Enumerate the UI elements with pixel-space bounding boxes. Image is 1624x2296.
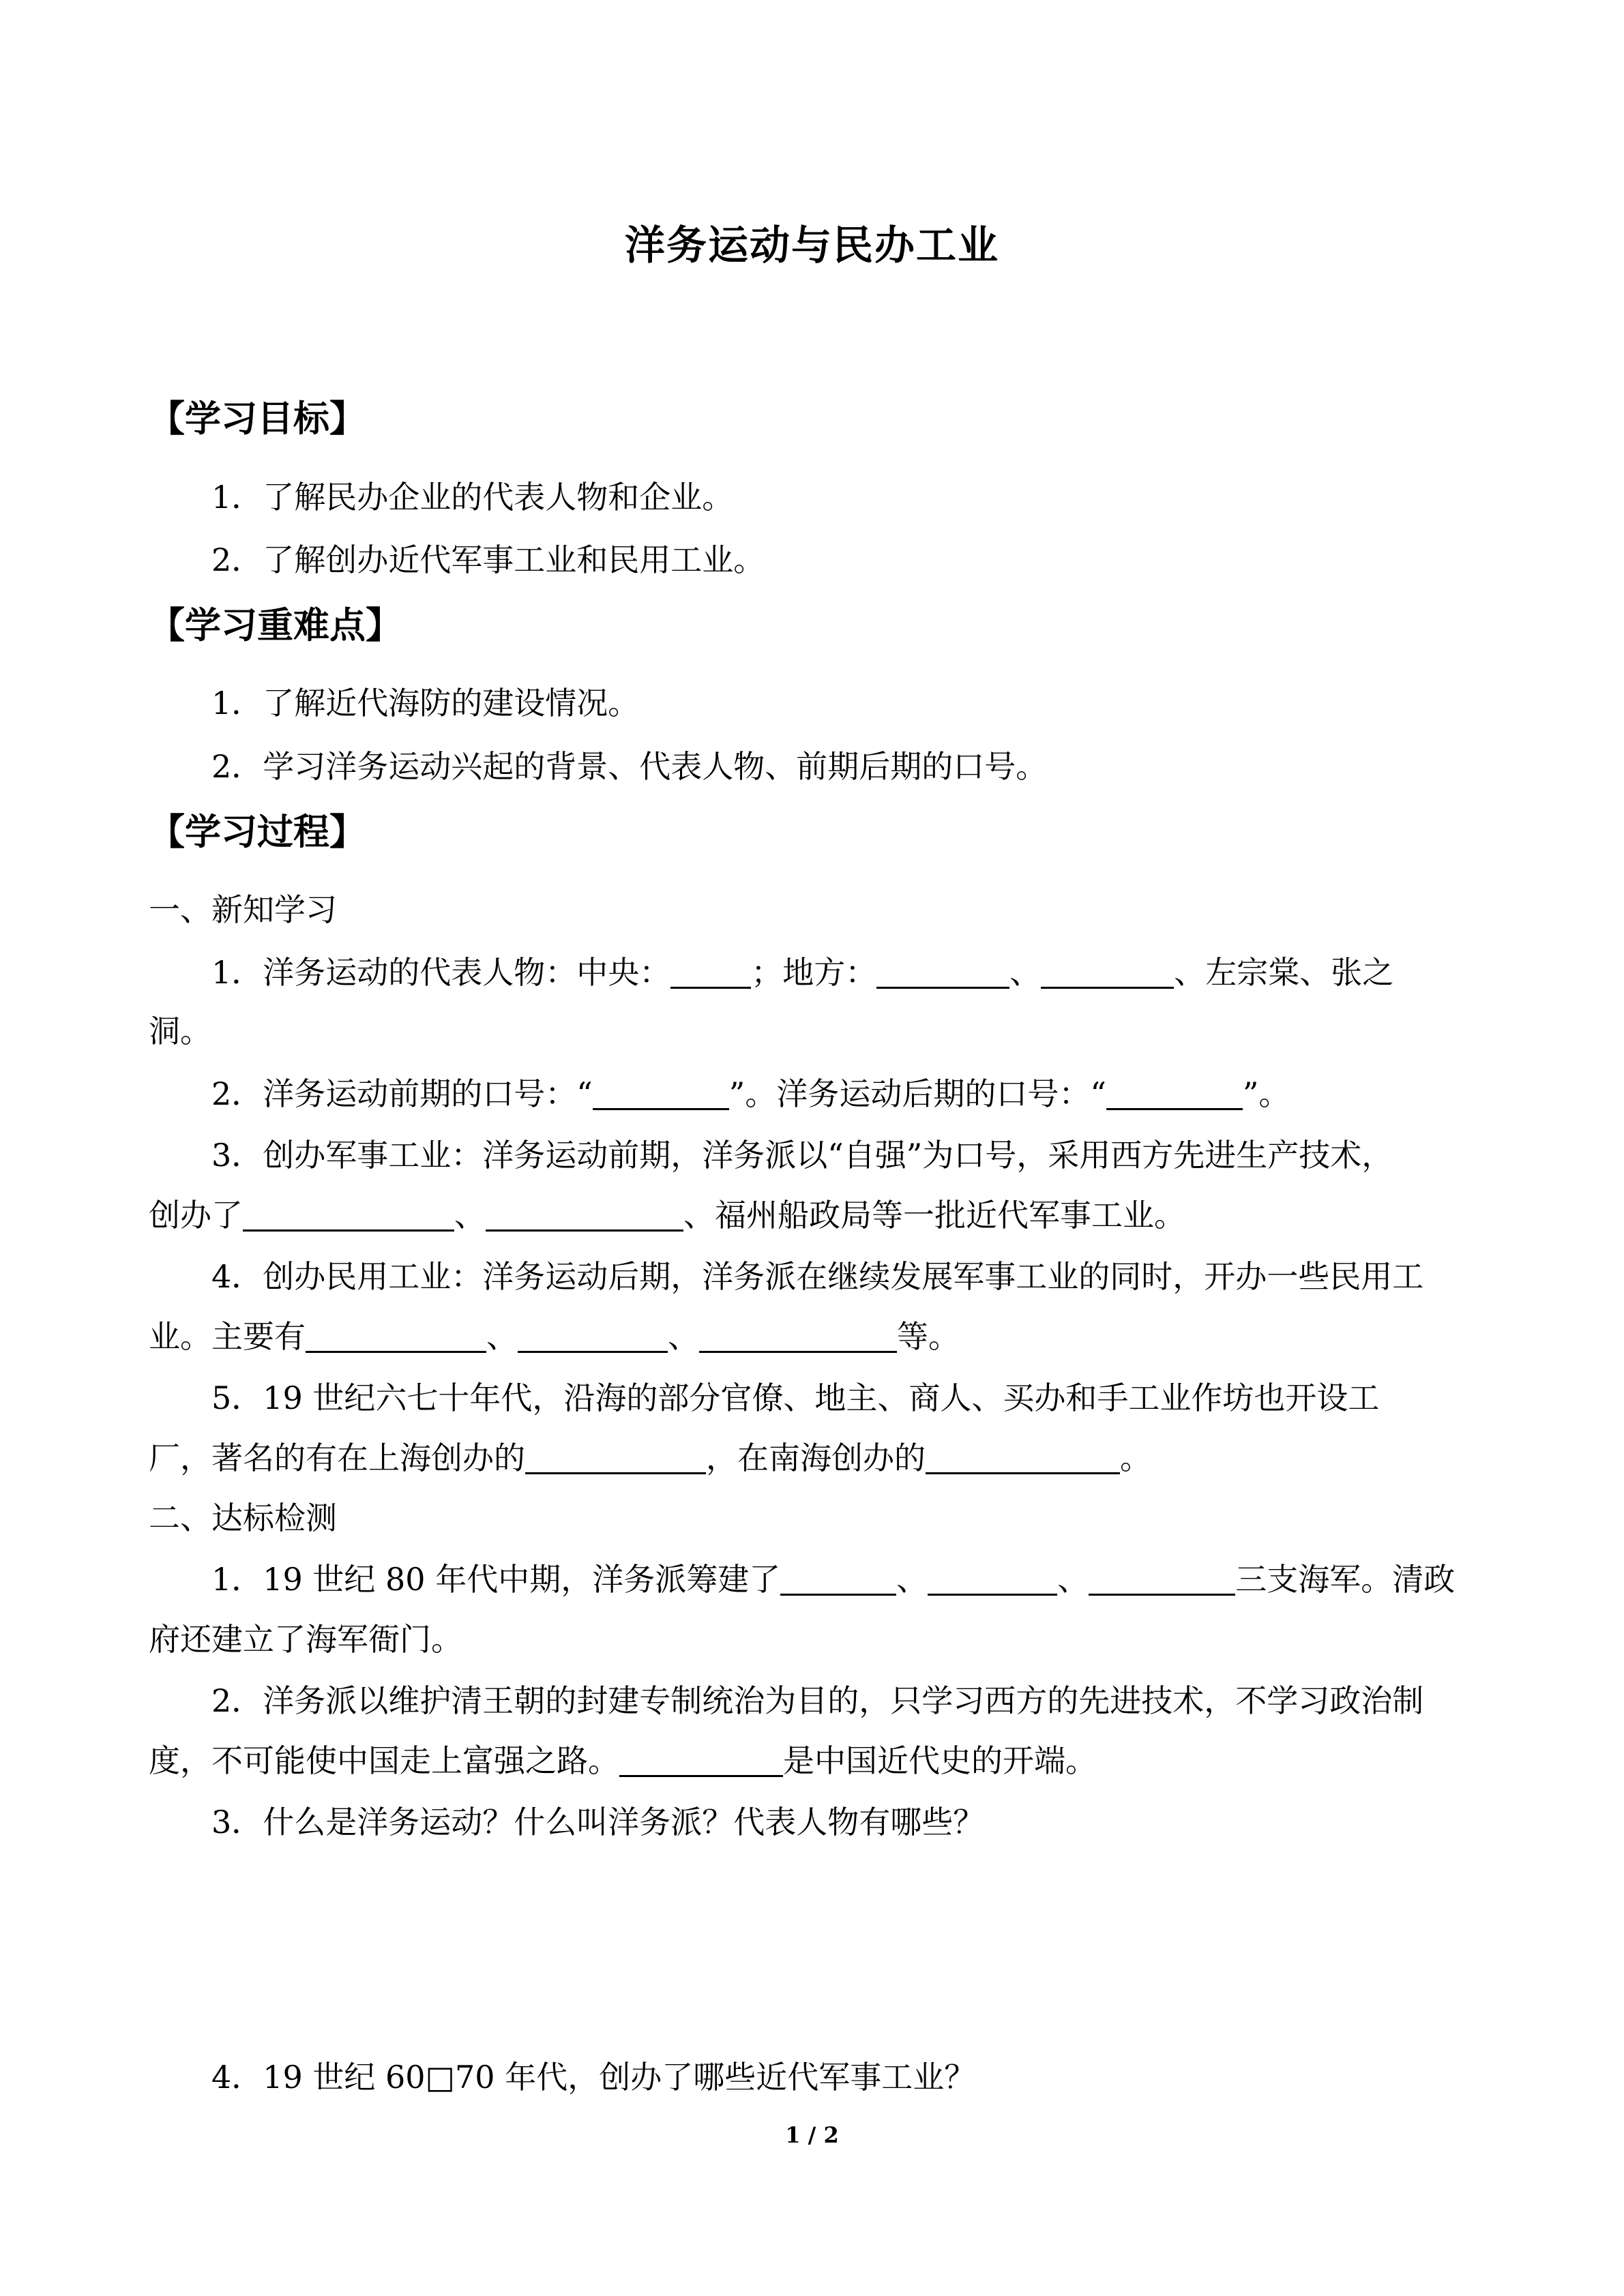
q-text: 等。	[897, 1318, 960, 1355]
section-heading-key-points: 【学习重难点】	[149, 605, 402, 646]
part1-question-3-cont	[149, 1191, 1185, 1236]
q-text: 三支海军。清政	[1235, 1561, 1456, 1598]
part1-question-4-cont	[149, 1312, 960, 1357]
q-text: 创办了	[149, 1197, 243, 1234]
key-point-item-2: 2．学习洋务运动兴起的背景、代表人物、前期后期的口号。	[211, 748, 1048, 785]
fill-blank[interactable]	[306, 1321, 486, 1353]
part1-heading: 一、新知学习	[149, 891, 337, 928]
part2-question-1-cont: 府还建立了海军衙门。	[149, 1621, 462, 1658]
q-text: ，在南海创办的	[706, 1440, 926, 1476]
page-number: 1 / 2	[785, 2122, 839, 2148]
section-heading-goals: 【学习目标】	[149, 398, 366, 440]
fill-blank[interactable]	[699, 1321, 897, 1353]
fill-blank[interactable]	[243, 1199, 454, 1232]
fill-blank[interactable]	[593, 1078, 729, 1110]
fill-blank[interactable]	[619, 1745, 783, 1777]
q-text: 业。主要有	[149, 1318, 306, 1355]
part1-question-5: 5．19 世纪六七十年代，沿海的部分官僚、地主、商人、买办和手工业作坊也开设工	[211, 1380, 1380, 1416]
fill-blank[interactable]	[876, 957, 1009, 989]
key-point-item-1: 1．了解近代海防的建设情况。	[211, 685, 640, 721]
q-text: ”。	[1242, 1075, 1290, 1112]
goal-item-1: 1．了解民办企业的代表人物和企业。	[211, 479, 734, 516]
part2-question-2: 2．洋务派以维护清王朝的封建专制统治为目的，只学习西方的先进技术，不学习政治制	[211, 1682, 1424, 1719]
part1-question-1	[211, 948, 1393, 993]
fill-blank[interactable]	[486, 1199, 683, 1232]
q-text: 1．19 世纪 80 年代中期，洋务派筹建了	[211, 1561, 781, 1598]
fill-blank[interactable]	[525, 1442, 706, 1474]
fill-blank[interactable]	[1041, 957, 1174, 989]
q-text: 是中国近代史的开端。	[783, 1742, 1097, 1779]
q-text: 、	[668, 1318, 699, 1355]
fill-blank[interactable]	[926, 1442, 1120, 1474]
part1-question-3: 3．创办军事工业：洋务运动前期，洋务派以“自强”为口号，采用西方先进生产技术，	[211, 1137, 1393, 1174]
part1-question-4: 4．创办民用工业：洋务运动后期，洋务派在继续发展军事工业的同时，开办一些民用工	[211, 1258, 1424, 1295]
fill-blank[interactable]	[670, 957, 751, 989]
fill-blank[interactable]	[518, 1321, 668, 1353]
fill-blank[interactable]	[928, 1564, 1057, 1596]
page-title: 洋务运动与民办工业	[624, 222, 999, 269]
q-text: ；地方：	[751, 954, 877, 991]
part2-question-3: 3．什么是洋务运动？什么叫洋务派？代表人物有哪些？	[211, 1804, 985, 1840]
part1-question-2	[211, 1069, 1290, 1114]
q-text: 。	[1120, 1440, 1151, 1476]
part2-heading: 二、达标检测	[149, 1500, 337, 1536]
part2-question-2-cont	[149, 1736, 1097, 1781]
q-text: 1．洋务运动的代表人物：中央：	[211, 954, 671, 991]
part2-question-4: 4．19 世纪 60□70 年代，创办了哪些近代军事工业？	[211, 2059, 976, 2096]
fill-blank[interactable]	[780, 1564, 896, 1596]
q-text: 、左宗棠、张之	[1174, 954, 1394, 991]
fill-blank[interactable]	[1089, 1564, 1235, 1596]
part1-question-5-cont	[149, 1433, 1151, 1478]
goal-item-2: 2．了解创办近代军事工业和民用工业。	[211, 541, 765, 578]
q-text: 、	[454, 1197, 486, 1234]
q-text: 度，不可能使中国走上富强之路。	[149, 1742, 619, 1779]
q-text: 、	[1057, 1561, 1089, 1598]
q-text: 厂，著名的有在上海创办的	[149, 1440, 525, 1476]
q-text: ”。洋务运动后期的口号：“	[728, 1075, 1106, 1112]
q-text: 、	[486, 1318, 518, 1355]
q-text: 2．洋务运动前期的口号：“	[211, 1075, 593, 1112]
section-heading-process: 【学习过程】	[149, 811, 366, 853]
q-text: 、	[896, 1561, 928, 1598]
q-text: 、	[1009, 954, 1042, 991]
fill-blank[interactable]	[1106, 1078, 1243, 1110]
part1-question-1-cont: 洞。	[149, 1013, 211, 1049]
part2-question-1	[211, 1555, 1455, 1600]
q-text: 、福州船政局等一批近代军事工业。	[683, 1197, 1185, 1234]
